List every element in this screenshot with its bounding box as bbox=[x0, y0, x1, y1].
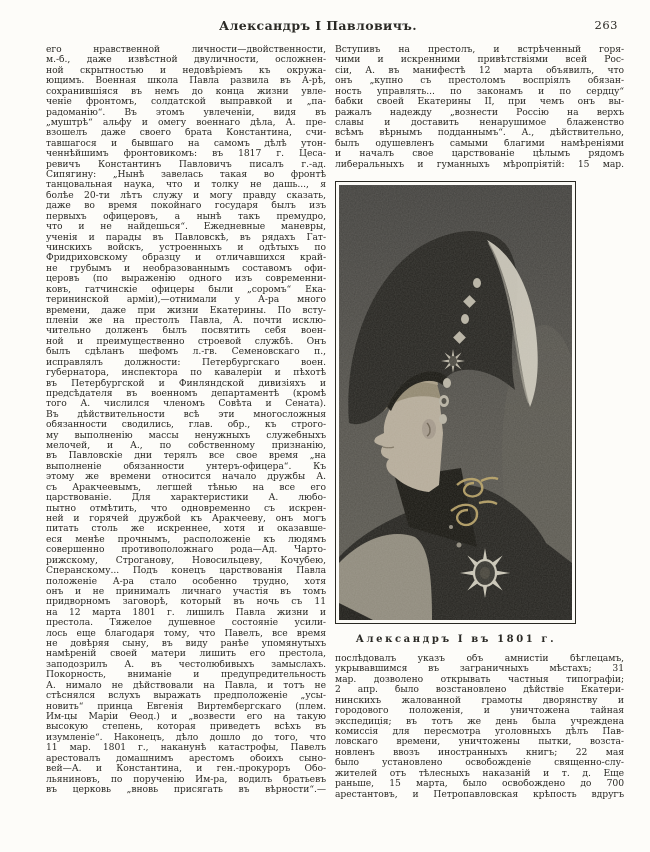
text-line: даже во время покойнаго государя былъ изъ bbox=[46, 201, 326, 212]
text-line: рижскому, Строганову, Новосильцеву, Кочубею, bbox=[46, 555, 326, 566]
text-line: Въ дѣйствительности всѣ эти многосложныя bbox=[46, 409, 326, 420]
portrait-caption: Александръ I въ 1801 г. bbox=[355, 634, 557, 646]
page-number: 263 bbox=[594, 18, 618, 32]
text-line: съ Аракчеевымъ, легшей тѣнью на все его bbox=[46, 482, 326, 493]
text-line: престола. Тяжелое душевное состояніе усили- bbox=[46, 618, 326, 629]
text-line: раньше, 15 марта, было освобождено до 700 bbox=[335, 779, 624, 790]
text-line: жителей отъ тѣлесныхъ наказаній и т. д. Еще bbox=[335, 768, 624, 779]
text-line: Вступивъ на престолъ, и встрѣченный горя- bbox=[335, 45, 624, 55]
text-line: 2 апр. было возстановлено дѣйствіе Екатери- bbox=[335, 685, 624, 696]
text-line: церовъ (по выраженію одного изъ современни- bbox=[46, 274, 326, 285]
text-line: ревичъ Константинъ Павловичъ писалъ г.-ад. bbox=[46, 159, 326, 170]
text-line: ность управлять... по законамъ и по сердцу“ bbox=[335, 86, 624, 97]
text-line: славы и доставить ненарушимое блаженство bbox=[335, 117, 624, 128]
text-line: укрывавшимся въ заграничныхъ мѣстахъ; 31 bbox=[335, 664, 624, 675]
text-line: нинскихъ жалованной грамоты дворянству и bbox=[335, 695, 624, 706]
text-line: придворномъ заговорѣ, который въ ночь съ 11 bbox=[46, 597, 326, 608]
text-line: ученія и парады въ Павловскѣ, въ рядахъ Гат- bbox=[46, 232, 326, 243]
text-line: этому же времени относится начало дружбы А. bbox=[46, 472, 326, 483]
text-line: радоманію“. Въ этомъ увлеченіи, видя въ bbox=[46, 107, 326, 118]
text-line: высокую степень, которая приведетъ всѣхъ въ bbox=[46, 722, 326, 733]
portrait-figure bbox=[335, 181, 577, 645]
text-line: обязанности сводились, глав. обр., къ строго- bbox=[46, 420, 326, 431]
text-line: м.-б., даже извѣстной двуличности, осложнен- bbox=[46, 55, 326, 66]
text-line: танцовальная наука, что и толку не дашь..., я bbox=[46, 180, 326, 191]
text-line: городового положенія, и уничтожена тайная bbox=[335, 706, 624, 717]
text-line: чими и искренними привѣтствіями всей Рос- bbox=[335, 55, 624, 66]
text-line: не довѣряя сыну, въ виду ранѣе упомянутыхъ bbox=[46, 639, 326, 650]
text-line: исправлялъ должности: Петербургскаго воен. bbox=[46, 357, 326, 368]
text-line: сохранившіяся въ немъ до конца жизни увле- bbox=[46, 86, 326, 97]
text-line: Сперанскому... Подъ конецъ царствованія Павла bbox=[46, 566, 326, 577]
text-line: всѣмъ вѣрнымъ подданнымъ“. А., дѣйствительно, bbox=[335, 128, 624, 139]
text-line: ной и преимущественно строевой службѣ. Онъ bbox=[46, 336, 326, 347]
text-line: новленъ ввозъ иностранныхъ книгъ; 22 мая bbox=[335, 747, 624, 758]
text-line: ловскаго времени, уничтожены пытки, возста- bbox=[335, 737, 624, 748]
text-line: ченнѣйшимъ фронтовикомъ: въ 1817 г. Цеса- bbox=[46, 149, 326, 160]
left-column-text bbox=[46, 45, 326, 800]
text-line: льяниновъ, по порученію Им-ра, водилъ братьевъ bbox=[46, 774, 326, 785]
text-line: послѣдовалъ указъ объ амнистіи бѣглецамъ, bbox=[335, 654, 624, 665]
text-line: пленіи же на престолъ Павла, А. почти исклю- bbox=[46, 315, 326, 326]
text-line: положеніе А-ра стало особенно трудно, хотя bbox=[46, 576, 326, 587]
text-line: 11 мар. 1801 г., наканунѣ катастрофы, Павелъ bbox=[46, 743, 326, 754]
text-line: Фридриховскому образцу и отличавшихся край- bbox=[46, 253, 326, 264]
text-line: ражалъ надежду „вознести Россію на верхъ bbox=[335, 107, 624, 118]
text-line: на 12 марта 1801 г. лишилъ Павла жизни и bbox=[46, 607, 326, 618]
text-line: комиссія для пересмотра уголовныхъ дѣлъ Пав- bbox=[335, 727, 624, 738]
text-line: взошелъ даже своего брата Константина, счи- bbox=[46, 128, 326, 139]
text-line: ющимъ. Военная школа Павла развила въ А-рѣ, bbox=[46, 76, 326, 87]
text-line: въ Павловскіе дни терялъ все свое время „на bbox=[46, 451, 326, 462]
text-line: въ Петербургской и Финляндской дивизіяхъ и bbox=[46, 378, 326, 389]
text-line: еся менѣе прочнымъ, расположеніе къ людямъ bbox=[46, 534, 326, 545]
text-line: времени, даже при жизни Екатерины. По всту- bbox=[46, 305, 326, 316]
text-line: того А. числился членомъ Совѣта и Сената). bbox=[46, 399, 326, 410]
text-line: Им-цы Маріи Ѳеод.) и „возвести его на такую bbox=[46, 712, 326, 722]
right-column bbox=[335, 45, 624, 800]
text-line: стѣснялся вслухъ выражать предположеніе „усы- bbox=[46, 691, 326, 702]
page-header bbox=[46, 18, 624, 33]
text-line: ченіе фронтомъ, солдатской выправкой и „па- bbox=[46, 97, 326, 108]
text-line: совершенно противоположнаго рода—Ад. Чарто- bbox=[46, 545, 326, 556]
text-line: губернатора, инспектора по кавалеріи и пѣхотѣ bbox=[46, 368, 326, 379]
text-line: былъ сдѣланъ шефомъ л.-гв. Семеновскаго п., bbox=[46, 347, 326, 358]
text-line: либеральныхъ и гуманныхъ мѣропріятій: 15 мар. bbox=[335, 159, 624, 170]
portrait-frame bbox=[335, 181, 576, 624]
text-line: Покорность, вниманіе и предупредительность bbox=[46, 670, 326, 681]
text-line: чинскихъ войскъ, устроенныхъ и одѣтыхъ по bbox=[46, 243, 326, 254]
text-line: ковъ, гатчинскіе офицеры были „соромъ“ Ека- bbox=[46, 284, 326, 295]
portrait-image bbox=[339, 185, 572, 620]
text-line: болѣе 20-ти лѣтъ служу и могу правду сказать, bbox=[46, 190, 326, 201]
right-column-bottom-text bbox=[335, 654, 624, 800]
text-line: царствованіе. Для характеристики А. любо- bbox=[46, 493, 326, 504]
text-line: ней и горячей дружбой къ Аракчееву, онъ могъ bbox=[46, 513, 326, 524]
text-line: его нравственной личности—двойственности, bbox=[46, 45, 326, 55]
text-line: и началъ свое царствованіе цѣлымъ рядомъ bbox=[335, 149, 624, 160]
text-line: новить“ принца Евгенія Виртембергскаго (плем. bbox=[46, 701, 326, 712]
text-line: Сипягину: „Нынѣ завелась такая во фронтѣ bbox=[46, 170, 326, 181]
text-line: питать столь же искреннее, хотя и оказавше- bbox=[46, 524, 326, 535]
text-line: не грубымъ и необразованнымъ составомъ офи- bbox=[46, 263, 326, 274]
text-line: вей—А. и Константина, и ген.-прокуроръ Обо- bbox=[46, 764, 326, 775]
text-line: онъ „купно съ престоломъ воспріялъ обязан- bbox=[335, 76, 624, 87]
text-line: чительно долженъ былъ посвятить себя воен- bbox=[46, 326, 326, 337]
text-line: предсѣдателя въ военномъ департаментѣ (кромѣ bbox=[46, 388, 326, 399]
text-line: арестантовъ, и Петропавловская крѣпость вдругъ bbox=[335, 789, 624, 800]
text-line: былъ одушевленъ самыми благими намѣреніями bbox=[335, 138, 624, 149]
text-line: „муштрѣ“ альфу и омегу военнаго дѣла, А. пре- bbox=[46, 117, 326, 128]
text-line: было установлено освобожденіе священно-слу- bbox=[335, 758, 624, 769]
text-line: тавшагося и бывшаго на самомъ дѣлѣ утон- bbox=[46, 138, 326, 149]
text-line: терининской арміи),—отнимали у А-ра много bbox=[46, 295, 326, 306]
text-line: мелочей, и А., по собственному признанію, bbox=[46, 441, 326, 452]
text-line: экспедиція; въ тотъ же день была учреждена bbox=[335, 716, 624, 727]
text-line: заподозрилъ А. въ честолюбивыхъ замыслахъ. bbox=[46, 659, 326, 670]
text-line: ной скрытностью и недовѣріемъ къ окружа- bbox=[46, 65, 326, 76]
text-line: что и не найдешься“. Ежедневные маневры, bbox=[46, 222, 326, 233]
text-columns bbox=[46, 45, 624, 800]
text-line: въ церковь „вновь присягать въ вѣрности“.— bbox=[46, 784, 326, 795]
text-line: первыхъ офицеровъ, а нынѣ такъ премудро, bbox=[46, 211, 326, 222]
text-line: намѣреній своей матери лишить его престола, bbox=[46, 649, 326, 660]
page-title: Александръ I Павловичъ. bbox=[218, 18, 418, 33]
text-line: мар. дозволено открывать частныя типографіи; bbox=[335, 674, 624, 685]
text-line: лось еще благодаря тому, что Павелъ, все время bbox=[46, 628, 326, 639]
text-line: онъ и не принималъ личнаго участія въ томъ bbox=[46, 586, 326, 597]
text-line: пытно отмѣтить, что одновременно съ искрен- bbox=[46, 503, 326, 514]
text-line: му выполненію массы ненужныхъ служебныхъ bbox=[46, 430, 326, 441]
text-line: бабки своей Екатерины II, при чемъ онъ вы- bbox=[335, 97, 624, 108]
right-column-top-text bbox=[335, 45, 624, 170]
text-line: арестовалъ домашнимъ арестомъ обоихъ сыно- bbox=[46, 753, 326, 764]
text-line: изумленіе“. Наконецъ, дѣло дошло до того, что bbox=[46, 732, 326, 743]
text-line: сіи, А. въ манифестѣ 12 марта объявилъ, что bbox=[335, 65, 624, 76]
text-line: выполненіе обязанности унтеръ-офицера“. Къ bbox=[46, 461, 326, 472]
text-line: А. нимало не дѣйствовали на Павла, и тотъ не bbox=[46, 680, 326, 691]
